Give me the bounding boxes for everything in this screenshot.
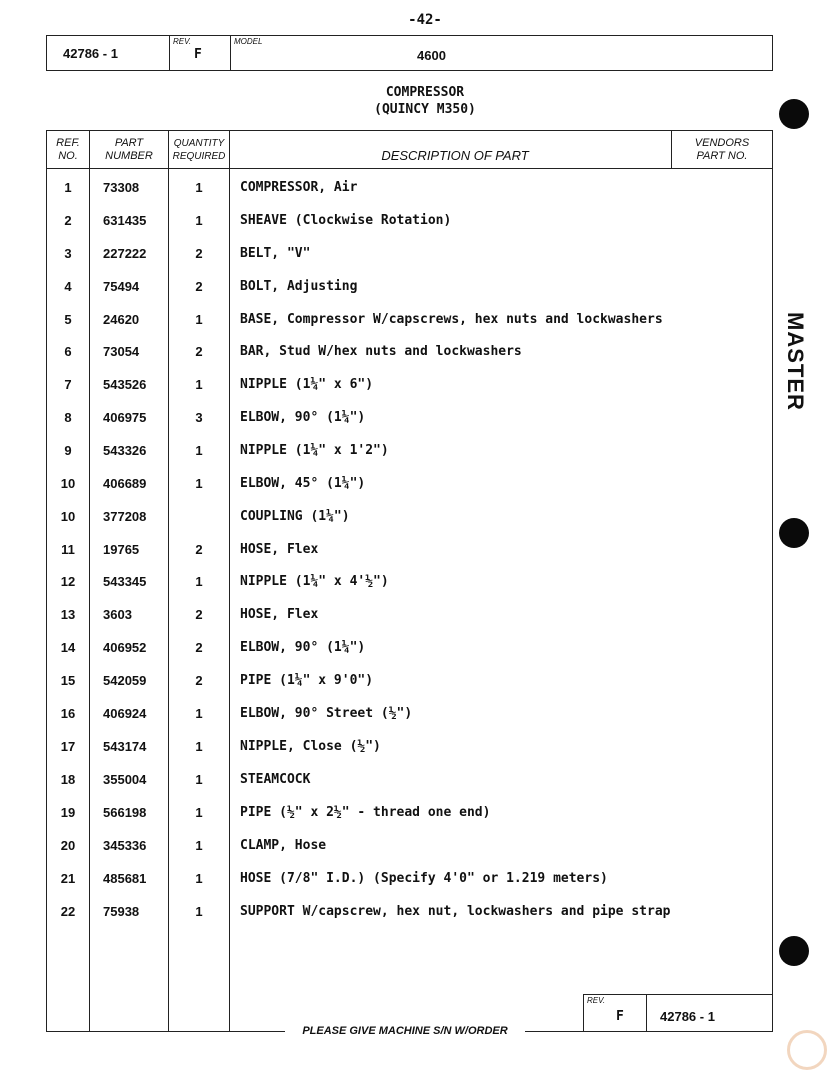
ref-number: 22 — [60, 904, 76, 919]
binder-hole-bottom — [779, 936, 809, 966]
col-header-vendor-line1: VENDORS — [694, 137, 750, 149]
description: ELBOW, 90° (1¼") — [240, 640, 366, 655]
header-model-value: 4600 — [417, 48, 446, 63]
footer-rev-box — [583, 994, 772, 1031]
description: STEAMCOCK — [240, 772, 311, 787]
description: COUPLING (1¼") — [240, 509, 350, 524]
description: HOSE (7/8" I.D.) (Specify 4'0" or 1.219 meters) — [240, 871, 608, 886]
page-number: -42- — [408, 12, 442, 28]
part-number: 485681 — [103, 871, 147, 886]
part-number: 406689 — [103, 476, 147, 491]
col-header-ref-line1: REF. — [56, 137, 80, 149]
ref-number: 2 — [64, 213, 72, 228]
ref-number: 13 — [60, 607, 76, 622]
header-rev-value: F — [194, 47, 202, 62]
description: COMPRESSOR, Air — [240, 180, 358, 195]
part-number: 543326 — [103, 443, 147, 458]
table-row — [0, 410, 835, 443]
table-row — [0, 443, 835, 476]
footer-divider — [646, 995, 647, 1031]
part-number: 227222 — [103, 246, 147, 261]
header-rev-label: REV. — [173, 37, 192, 46]
ref-number: 16 — [60, 706, 76, 721]
description: ELBOW, 45° (1¼") — [240, 476, 366, 491]
description: PIPE (½" x 2½" - thread one end) — [240, 805, 491, 820]
part-number: 377208 — [103, 509, 147, 524]
part-number: 406975 — [103, 410, 147, 425]
description: PIPE (1¼" x 9'0") — [240, 673, 374, 688]
quantity: 1 — [195, 871, 203, 886]
part-number: 75494 — [103, 279, 140, 294]
quantity: 3 — [195, 410, 203, 425]
quantity: 1 — [195, 377, 203, 392]
quantity: 2 — [195, 279, 203, 294]
col-header-vendor-line2: PART NO. — [696, 150, 748, 162]
part-number: 3603 — [103, 607, 132, 622]
part-number: 73054 — [103, 344, 140, 359]
part-number: 566198 — [103, 805, 147, 820]
description: HOSE, Flex — [240, 542, 319, 557]
ref-number: 11 — [61, 542, 75, 557]
description: CLAMP, Hose — [240, 838, 327, 853]
quantity: 2 — [195, 640, 203, 655]
ref-number: 8 — [64, 410, 72, 425]
table-row — [0, 377, 835, 410]
title-line-1: COMPRESSOR — [385, 85, 465, 100]
watermark-logo-icon — [787, 1030, 827, 1070]
quantity: 1 — [195, 213, 203, 228]
ref-number: 19 — [60, 805, 76, 820]
table-row — [0, 838, 835, 871]
description: NIPPLE, Close (½") — [240, 739, 381, 754]
col-header-qty-line1: QUANTITY — [173, 138, 225, 149]
binder-hole-top — [779, 99, 809, 129]
col-header-qty — [170, 137, 228, 163]
description: NIPPLE (1¼" x 4'½") — [240, 574, 389, 589]
description: BOLT, Adjusting — [240, 279, 358, 294]
ref-number: 17 — [60, 739, 76, 754]
quantity: 1 — [195, 312, 203, 327]
ref-number: 21 — [60, 871, 76, 886]
table-row — [0, 607, 835, 640]
ref-number: 18 — [60, 772, 76, 787]
table-row — [0, 904, 835, 937]
part-number: 75938 — [103, 904, 140, 919]
ref-number: 10 — [60, 476, 76, 491]
table-row — [0, 476, 835, 509]
col-header-part-line2: NUMBER — [105, 150, 153, 162]
description: BELT, "V" — [240, 246, 311, 261]
table-row — [0, 706, 835, 739]
quantity: 2 — [195, 246, 203, 261]
part-number: 631435 — [103, 213, 147, 228]
table-row — [0, 640, 835, 673]
ref-number: 7 — [64, 377, 72, 392]
part-number: 24620 — [103, 312, 140, 327]
col-header-qty-line2: REQUIRED — [172, 151, 226, 162]
part-number: 543345 — [103, 574, 147, 589]
footer-rev-value: F — [616, 1009, 624, 1024]
table-row — [0, 180, 835, 213]
quantity: 1 — [195, 772, 203, 787]
title-line-2: (QUINCY M350) — [374, 102, 476, 117]
part-number: 406952 — [103, 640, 147, 655]
table-row — [0, 772, 835, 805]
ref-number: 20 — [60, 838, 76, 853]
part-number: 406924 — [103, 706, 147, 721]
quantity: 2 — [195, 344, 203, 359]
header-divider-1 — [169, 36, 170, 70]
table-row — [0, 344, 835, 377]
quantity: 1 — [195, 476, 203, 491]
quantity: 1 — [195, 180, 203, 195]
col-divider-vendor — [671, 130, 672, 169]
quantity: 1 — [195, 805, 203, 820]
description: SHEAVE (Clockwise Rotation) — [240, 213, 452, 228]
header-doc-number: 42786 - 1 — [63, 46, 118, 61]
ref-number: 10 — [60, 509, 76, 524]
description: ELBOW, 90° (1¼") — [240, 410, 366, 425]
ref-number: 14 — [60, 640, 76, 655]
table-row — [0, 279, 835, 312]
col-header-ref-line2: NO. — [58, 150, 78, 162]
part-number: 355004 — [103, 772, 147, 787]
col-header-part-line1: PART — [114, 137, 144, 149]
description: HOSE, Flex — [240, 607, 319, 622]
quantity: 1 — [195, 443, 203, 458]
part-number: 542059 — [103, 673, 147, 688]
description: SUPPORT W/capscrew, hex nut, lockwashers and pipe strap — [240, 904, 671, 919]
table-row — [0, 673, 835, 706]
col-header-ref — [48, 137, 88, 163]
description: NIPPLE (1¼" x 1'2") — [240, 443, 389, 458]
part-number: 543174 — [103, 739, 147, 754]
part-number: 19765 — [103, 542, 140, 557]
side-master-text: MASTER — [783, 312, 808, 411]
description: NIPPLE (1¼" x 6") — [240, 377, 374, 392]
ref-number: 5 — [64, 312, 72, 327]
table-row — [0, 871, 835, 904]
description: BASE, Compressor W/capscrews, hex nuts and lockwashers — [240, 312, 663, 327]
ref-number: 9 — [64, 443, 72, 458]
part-number: 345336 — [103, 838, 147, 853]
quantity: 1 — [195, 574, 203, 589]
quantity: 2 — [195, 607, 203, 622]
description: ELBOW, 90° Street (½") — [240, 706, 413, 721]
table-row — [0, 739, 835, 772]
table-row — [0, 542, 835, 575]
quantity: 2 — [195, 673, 203, 688]
ref-number: 15 — [60, 673, 76, 688]
header-row-divider — [46, 168, 773, 169]
ref-number: 1 — [64, 180, 72, 195]
table-row — [0, 805, 835, 838]
col-header-vendor — [673, 137, 771, 163]
binder-hole-middle — [779, 518, 809, 548]
quantity: 1 — [195, 904, 203, 919]
quantity: 1 — [195, 838, 203, 853]
table-row — [0, 509, 835, 542]
ref-number: 3 — [64, 246, 72, 261]
quantity: 1 — [195, 739, 203, 754]
col-header-description: DESCRIPTION OF PART — [381, 148, 529, 163]
ref-number: 4 — [64, 279, 72, 294]
description: BAR, Stud W/hex nuts and lockwashers — [240, 344, 522, 359]
table-row — [0, 246, 835, 279]
part-number: 73308 — [103, 180, 140, 195]
quantity: 2 — [195, 542, 203, 557]
footer-note: PLEASE GIVE MACHINE S/N W/ORDER — [285, 1025, 525, 1037]
header-box — [46, 35, 773, 71]
footer-rev-label: REV. — [587, 996, 606, 1005]
ref-number: 6 — [64, 344, 72, 359]
table-row — [0, 312, 835, 345]
quantity: 1 — [195, 706, 203, 721]
table-row — [0, 574, 835, 607]
header-model-label: MODEL — [234, 37, 263, 46]
header-divider-2 — [230, 36, 231, 70]
table-row — [0, 213, 835, 246]
part-number: 543526 — [103, 377, 147, 392]
footer-doc-number: 42786 - 1 — [660, 1009, 715, 1024]
ref-number: 12 — [60, 574, 76, 589]
col-header-part — [91, 137, 167, 163]
